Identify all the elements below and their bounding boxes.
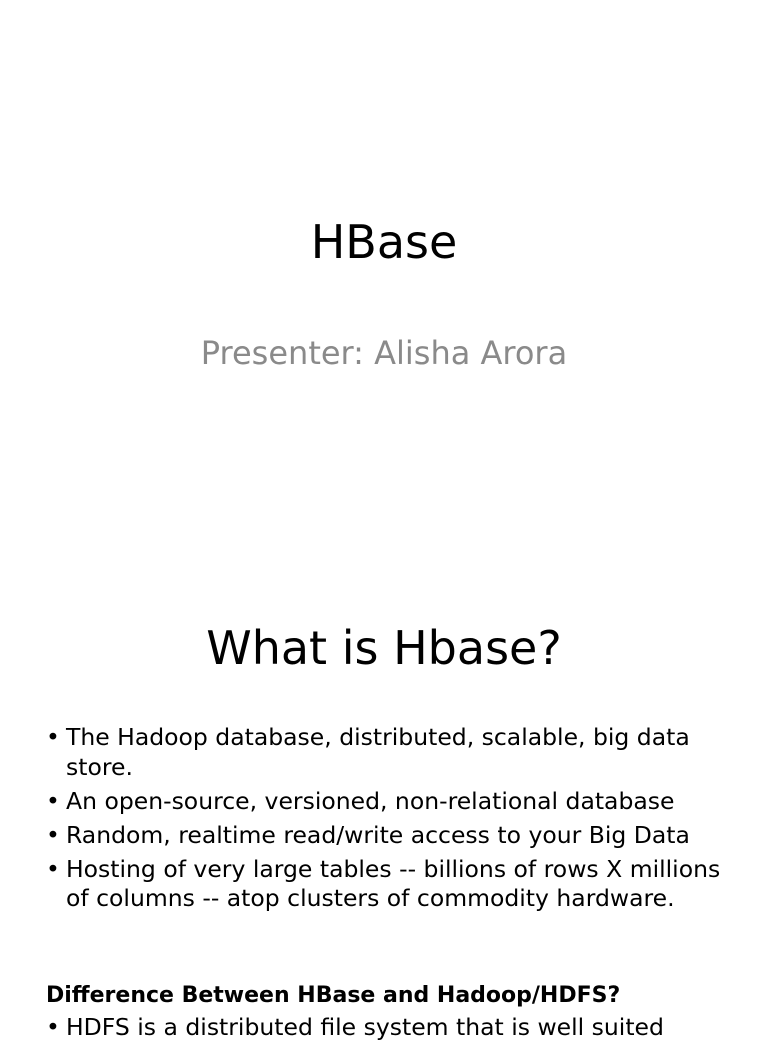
slide-subtitle: Presenter: Alisha Arora [200,334,568,372]
bullet-item: • Hosting of very large tables -- billions of rows X millions of columns -- atop clusters of commodity hardware. [46,855,726,914]
subsection-heading: Difference Between HBase and Hadoop/HDFS? [46,983,621,1008]
bullet-list [46,723,726,918]
bullet-item: • The Hadoop database, distributed, scalable, big data store. [46,723,726,782]
subsection-bullet-list [46,1013,726,1043]
bullet-item: • An open-source, versioned, non-relational database [46,787,726,817]
slide-title: HBase [310,215,458,269]
section-title: What is Hbase? [206,621,562,675]
bullet-item: • HDFS is a distributed file system that is well suited [46,1013,726,1043]
bullet-item: • Random, realtime read/write access to your Big Data [46,821,726,851]
